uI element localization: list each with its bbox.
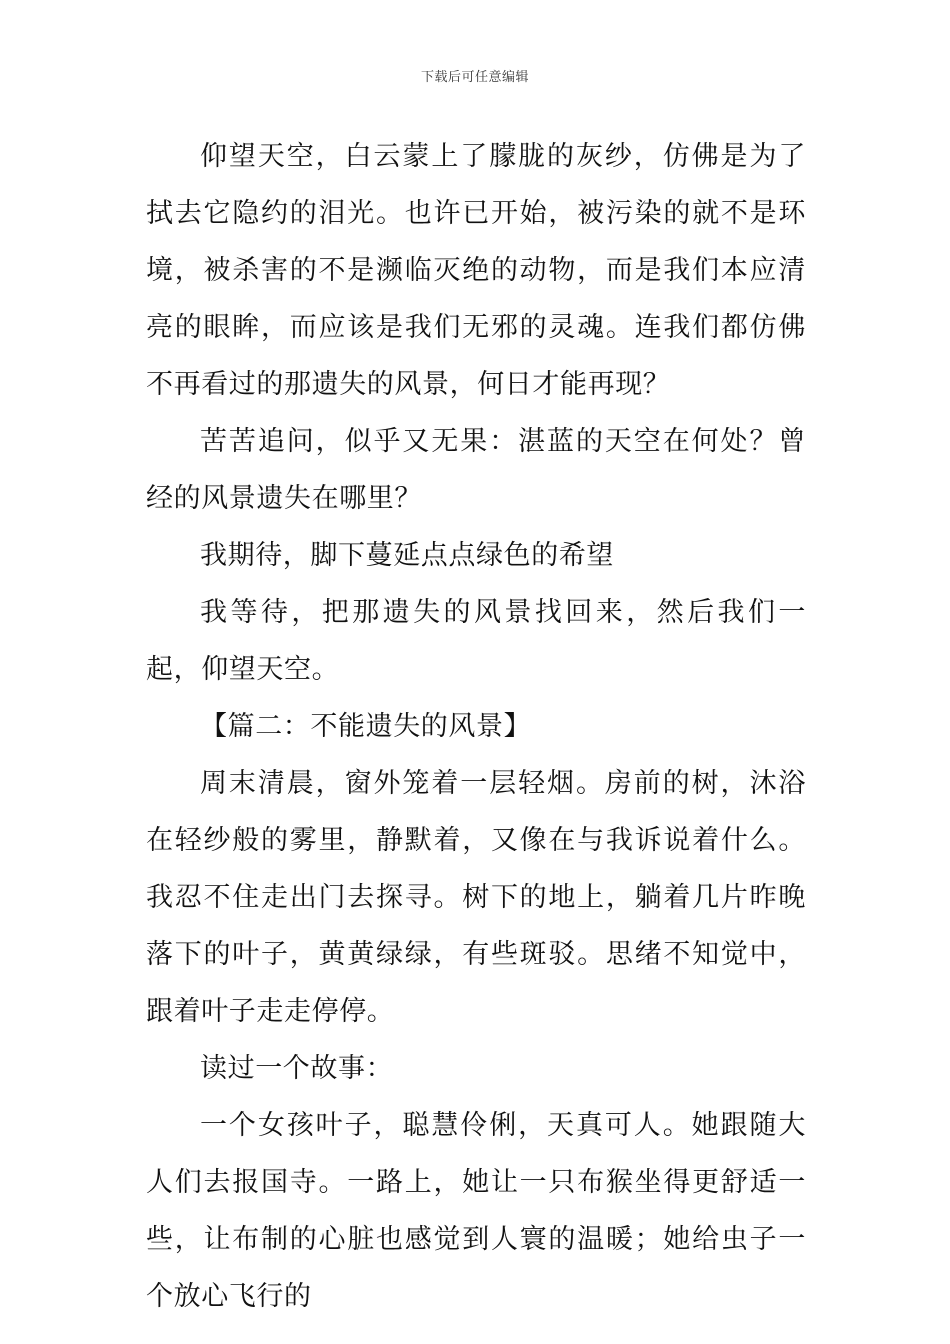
paragraph: 我等待，把那遗失的风景找回来，然后我们一起，仰望天空。 [146, 597, 806, 685]
paragraph: 读过一个故事： [200, 1053, 394, 1084]
paragraph: 我期待，脚下蔓延点点绿色的希望 [200, 540, 614, 571]
paragraph: 苦苦追问，似乎又无果：湛蓝的天空在何处？曾经的风景遗失在哪里？ [146, 426, 806, 514]
document-body [146, 128, 806, 1325]
paragraph: 仰望天空，白云蒙上了朦胧的灰纱，仿佛是为了拭去它隐约的泪光。也许已开始，被污染的就不是环境，被杀害的不是濒临灭绝的动物，而是我们本应清亮的眼眸，而应该是我们无邪的灵魂。连我们都仿佛不再看过的那遗失的风景，何日才能再现？ [146, 141, 806, 400]
page-header: 下载后可任意编辑 [420, 70, 529, 85]
paragraph: 周末清晨，窗外笼着一层轻烟。房前的树，沐浴在轻纱般的雾里，静默着，又像在与我诉说着什么。我忍不住走出门去探寻。树下的地上，躺着几片昨晚落下的叶子，黄黄绿绿，有些斑驳。思绪不知觉中，跟着叶子走走停停。 [146, 768, 806, 1027]
section-heading: 【篇二：不能遗失的风景】 [200, 711, 532, 742]
paragraph: 一个女孩叶子，聪慧伶俐，天真可人。她跟随大人们去报国寺。一路上，她让一只布猴坐得更舒适一些，让布制的心脏也感觉到人寰的温暖；她给虫子一个放心飞行的 [146, 1110, 806, 1312]
